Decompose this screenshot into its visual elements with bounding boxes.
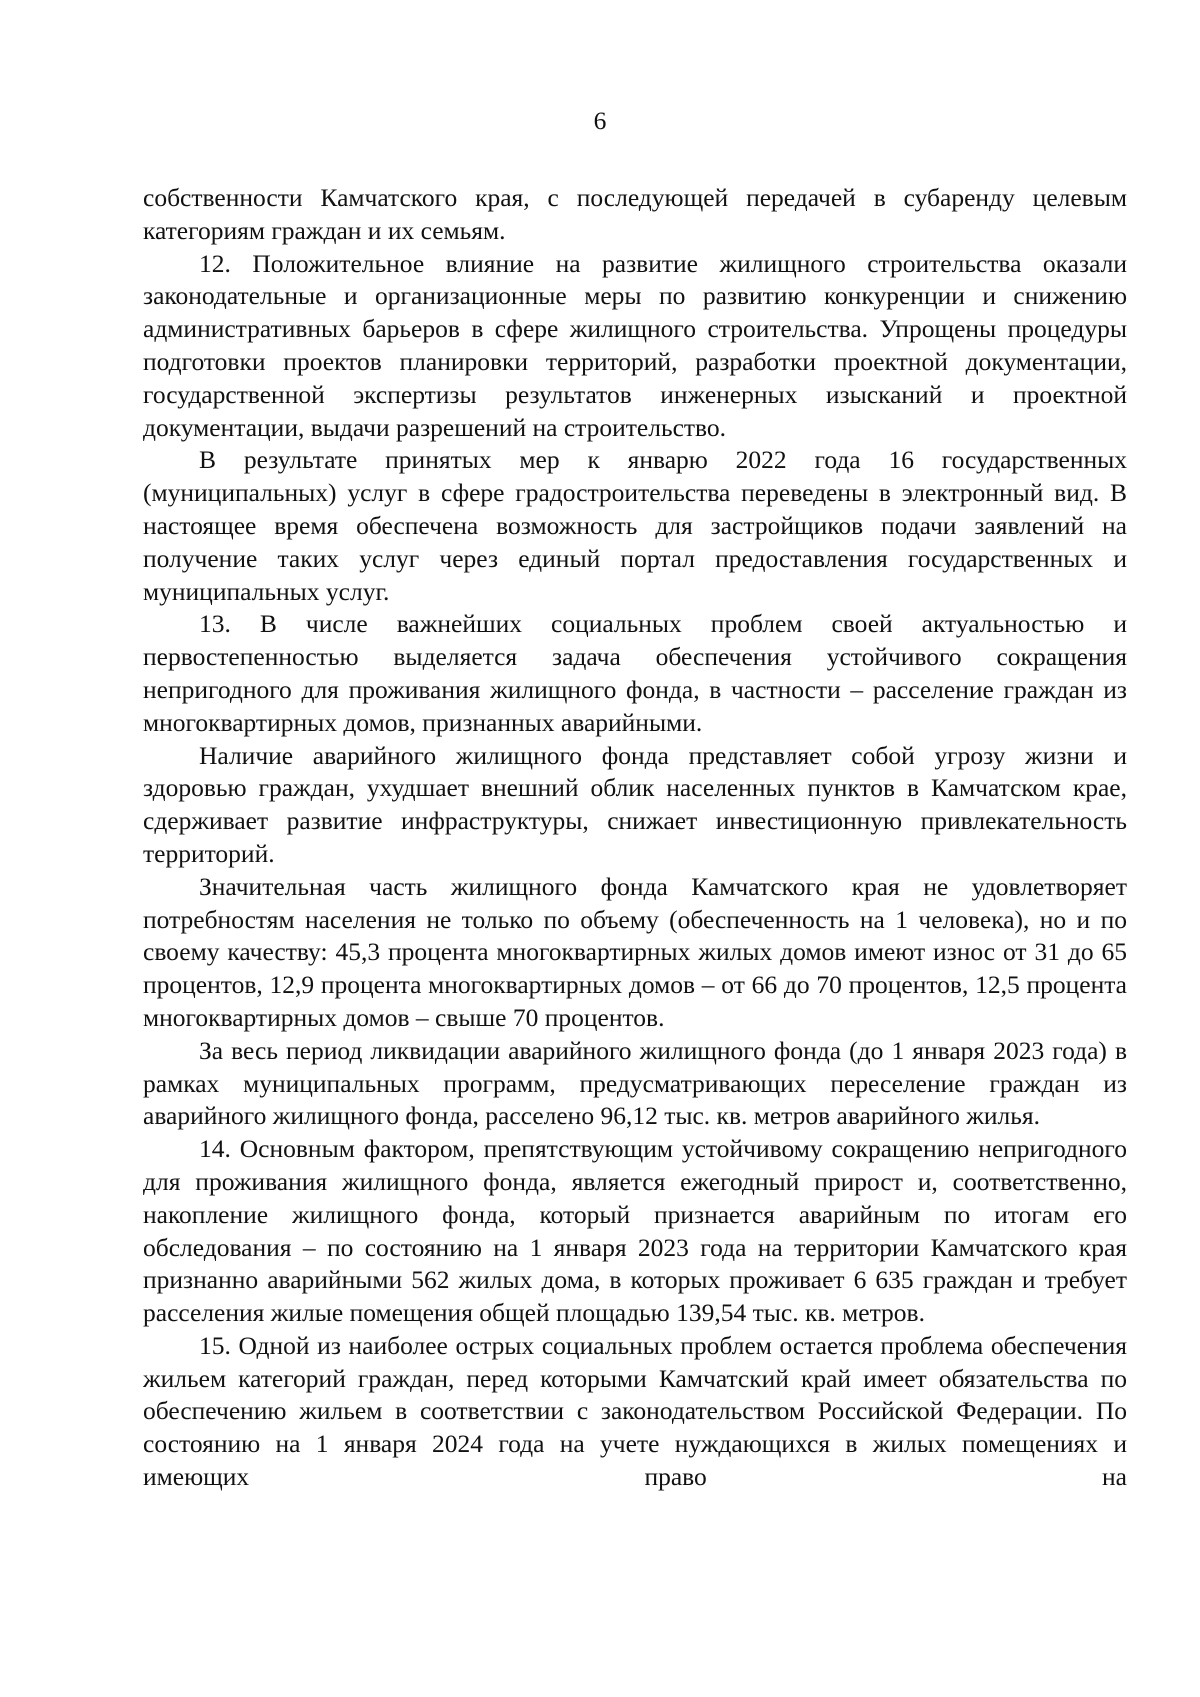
document-body: [143, 182, 1127, 1494]
paragraph-item-15: 15. Одной из наиболее острых социальных проблем остается проблема обеспечения жильем категорий граждан, перед которыми Камчатский край имеет обязательства по обеспечению жильем в соответствии с законодательством Российской Федерации. По состоянию на 1 января 2024 года на учете нуждающихся в жилых помещениях и имеющих право на: [143, 1330, 1127, 1492]
page-number: 6: [593, 106, 607, 135]
paragraph-liquidation-period: За весь период ликвидации аварийного жилищного фонда (до 1 января 2023 года) в рамках муниципальных программ, предусматривающих переселение граждан из аварийного жилищного фонда, расселено 96,12 тыс. кв. метров аварийного жилья.: [143, 1035, 1127, 1131]
paragraph-electronic-services: В результате принятых мер к январю 2022 года 16 государственных (муниципальных) услуг в сфере градостроительства переведены в электронный вид. В настоящее время обеспечена возможность для застройщиков подачи заявлений на получение таких услуг через единый портал предоставления государственных и муниципальных услуг.: [143, 445, 1127, 606]
paragraph-item-12: 12. Положительное влияние на развитие жилищного строительства оказали законодательные и организационные меры по развитию конкуренции и снижению административных барьеров в сфере жилищного строительства. Упрощены процедуры подготовки проектов планировки территорий, разработки проектной документации, государственной экспертизы результатов инженерных изысканий и проектной документации, выдачи разрешений на строительство.: [143, 248, 1127, 442]
paragraph-continuation: собственности Камчатского края, с последующей передачей в субаренду целевым категориям граждан и их семьям.: [143, 183, 1127, 245]
paragraph-housing-wear: Значительная часть жилищного фонда Камчатского края не удовлетворяет потребностям населения не только по объему (обеспеченность на 1 человека), но и по своему качеству: 45,3 процента многоквартирных жилых домов имеют износ от 31 до 65 процентов, 12,9 процента многоквартирных домов – от 66 до 70 процентов, 12,5 процента многоквартирных домов – свыше 70 процентов.: [143, 871, 1127, 1032]
paragraph-item-13: 13. В числе важнейших социальных проблем своей актуальностью и первостепенностью выделяется задача обеспечения устойчивого сокращения непригодного для проживания жилищного фонда, в частности – расселение граждан из многоквартирных домов, признанных аварийными.: [143, 609, 1127, 737]
paragraph-emergency-fund-threat: Наличие аварийного жилищного фонда представляет собой угрозу жизни и здоровью граждан, ухудшает внешний облик населенных пунктов в Камчатском крае, сдерживает развитие инфраструктуры, снижает инвестиционную привлекательность территорий.: [143, 740, 1127, 868]
paragraph-item-14: 14. Основным фактором, препятствующим устойчивому сокращению непригодного для проживания жилищного фонда, является ежегодный прирост и, соответственно, накопление жилищного фонда, который признается аварийным по итогам его обследования – по состоянию на 1 января 2023 года на территории Камчатского края признанно аварийными 562 жилых дома, в которых проживает 6 635 граждан и требует расселения жилые помещения общей площадью 139,54 тыс. кв. метров.: [143, 1134, 1127, 1328]
